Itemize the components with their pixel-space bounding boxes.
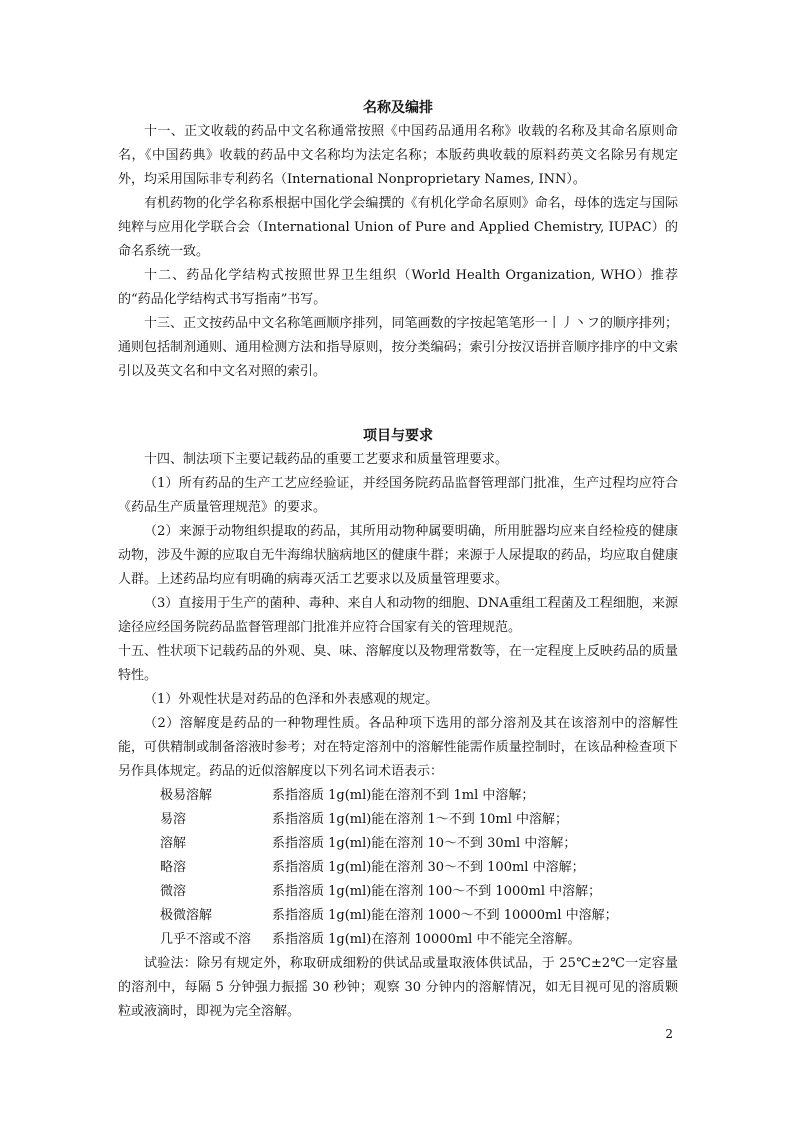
term-definition: 系指溶质 1g(ml)在溶剂 10000ml 中不能完全溶解。 xyxy=(272,932,581,947)
term-label: 易溶 xyxy=(160,812,187,827)
solubility-term-row xyxy=(118,928,678,952)
paragraph-14-2: （2）来源于动物组织提取的药品，其所用动物种属要明确，所用脏器均应来自经检疫的健康动物，涉及牛源的应取自无牛海绵状脑病地区的健康牛群；来源于人尿提取的药品，均应取自健康人群。上述药品均应有明确的病毒灭活工艺要求以及质量管理要求。 xyxy=(118,524,678,587)
paragraph-13: 十三、正文按药品中文名称笔画顺序排列，同笔画数的字按起笔笔形一丨丿丶フ的顺序排列；通则包括制剂通则、通用检测方法和指导原则，按分类编码；索引分按汉语拼音顺序排序的中文索引以及英文名和中文名对照的索引。 xyxy=(118,316,678,379)
paragraph-15-2: （2）溶解度是药品的一种物理性质。各品种项下选用的部分溶剂及其在该溶剂中的溶解性能，可供精制或制备溶液时参考；对在特定溶剂中的溶解性能需作质量控制时，在该品种检查项下另作具体规定。药品的近似溶解度以下列名词术语表示： xyxy=(118,716,678,779)
paragraph-14: 十四、制法项下主要记载药品的重要工艺要求和质量管理要求。 xyxy=(144,452,509,467)
document-body xyxy=(118,96,678,1024)
page-number: 2 xyxy=(665,1027,673,1041)
paragraph-15-1: （1）外观性状是对药品的色泽和外表感观的规定。 xyxy=(144,692,439,707)
paragraph-11: 十一、正文收载的药品中文名称通常按照《中国药品通用名称》收载的名称及其命名原则命名，《中国药典》收载的药品中文名称均为法定名称；本版药典收载的原料药英文名除另有规定外，均采用国际非专利药名（International Nonproprietary Names, INN）。 xyxy=(118,124,678,187)
paragraph-14-3: （3）直接用于生产的菌种、毒种、来自人和动物的细胞、DNA重组工程菌及工程细胞，来源途径应经国务院药品监督管理部门批准并应符合国家有关的管理规范。 xyxy=(118,596,678,635)
solubility-terms-list xyxy=(118,784,678,952)
paragraph-organic-naming: 有机药物的化学名称系根据中国化学会编撰的《有机化学命名原则》命名，母体的选定与国际纯粹与应用化学联合会（International Union of Pure and Applied Chemistry, IUPAC）的命名系统一致。 xyxy=(118,196,678,259)
term-definition: 系指溶质 1g(ml)能在溶剂 30～不到 100ml 中溶解； xyxy=(272,860,585,875)
term-label: 微溶 xyxy=(160,884,187,899)
term-definition: 系指溶质 1g(ml)能在溶剂 1～不到 10ml 中溶解； xyxy=(272,812,569,827)
solubility-term-row xyxy=(118,904,678,928)
term-definition: 系指溶质 1g(ml)能在溶剂 1000～不到 10000ml 中溶解； xyxy=(272,908,618,923)
section-title-naming: 名称及编排 xyxy=(363,100,433,116)
solubility-term-row xyxy=(118,880,678,904)
term-label: 极微溶解 xyxy=(160,908,213,923)
term-label: 几乎不溶或不溶 xyxy=(160,932,252,947)
solubility-term-row xyxy=(118,832,678,856)
term-label: 略溶 xyxy=(160,860,187,875)
term-definition: 系指溶质 1g(ml)能在溶剂 100～不到 1000ml 中溶解； xyxy=(272,884,602,899)
section-title-items: 项目与要求 xyxy=(363,428,433,444)
term-label: 溶解 xyxy=(160,836,187,851)
paragraph-test-method: 试验法：除另有规定外，称取研成细粉的供试品或量取液体供试品，于 25℃±2℃一定容量的溶剂中，每隔 5 分钟强力振摇 30 秒钟；观察 30 分钟内的溶解情况，如无目视可见的溶质颗粒或液滴时，即视为完全溶解。 xyxy=(118,956,678,1019)
term-definition: 系指溶质 1g(ml)能在溶剂 10～不到 30ml 中溶解； xyxy=(272,836,577,851)
solubility-term-row xyxy=(118,856,678,880)
solubility-term-row xyxy=(118,784,678,808)
term-label: 极易溶解 xyxy=(160,788,213,803)
paragraph-12: 十二、药品化学结构式按照世界卫生组织（World Health Organization, WHO）推荐的“药品化学结构式书写指南”书写。 xyxy=(118,268,678,307)
paragraph-15: 十五、性状项下记载药品的外观、臭、味、溶解度以及物理常数等，在一定程度上反映药品的质量特性。 xyxy=(118,644,678,683)
term-definition: 系指溶质 1g(ml)能在溶剂不到 1ml 中溶解； xyxy=(272,788,535,803)
solubility-term-row xyxy=(118,808,678,832)
paragraph-14-1: （1）所有药品的生产工艺应经验证，并经国务院药品监督管理部门批准，生产过程均应符合《药品生产质量管理规范》的要求。 xyxy=(118,476,678,515)
